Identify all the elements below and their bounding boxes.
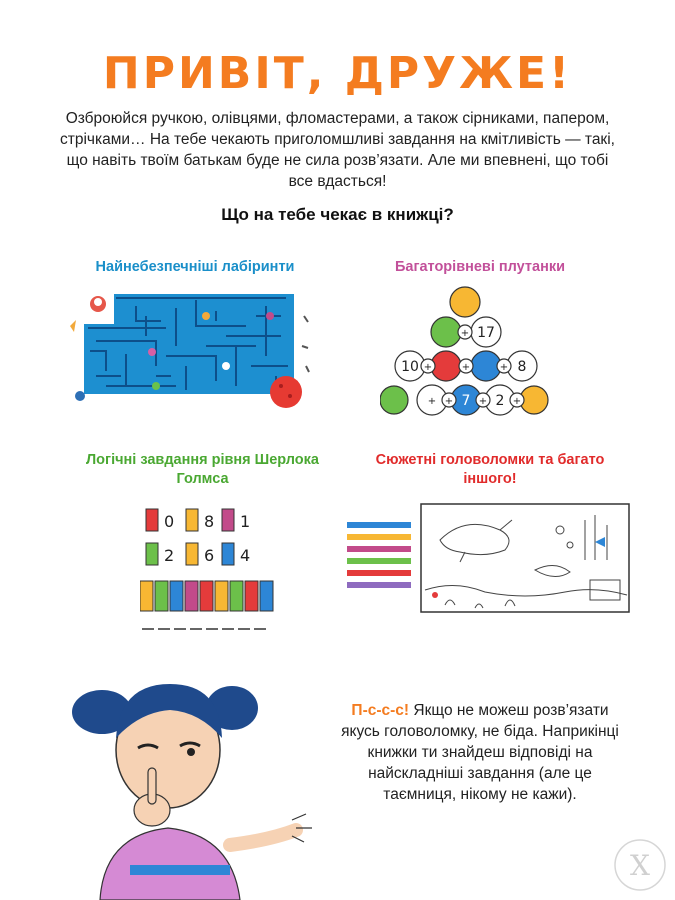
pyramid-label: 2 — [495, 393, 505, 409]
pyramid-label: + — [427, 396, 437, 407]
tip-text — [330, 700, 630, 805]
logic-digit: 4 — [240, 546, 251, 565]
pyramid-label: 10 — [401, 359, 419, 375]
section-title-mazes: Найнебезпечніші лабіринти — [95, 259, 295, 275]
tip-body: Якщо не можеш розв’язати якусь головоломку, не біда. Наприкінці книжки ти знайдеш відповіді на найскладніші завдання (але це таємниця, нікому не кажи). — [341, 702, 619, 803]
tip-lead: П-с-с-с! — [351, 702, 410, 719]
logic-digit: 8 — [204, 512, 215, 531]
logic-illustration — [140, 505, 275, 635]
pyramid-label: 8 — [517, 359, 527, 375]
logic-digit: 2 — [164, 546, 175, 565]
watermark-letter: X — [630, 849, 650, 882]
girl-illustration — [60, 660, 320, 900]
question-heading: Що на тебе чекає в книжці? — [221, 205, 454, 224]
pyramid-label: + — [460, 328, 470, 339]
page-title: ПРИВІТ, ДРУЖЕ! — [102, 48, 573, 99]
maze-illustration — [66, 286, 316, 416]
logic-digit: 0 — [164, 512, 175, 531]
pyramid-label: + — [512, 396, 522, 407]
story-illustration — [345, 500, 635, 615]
section-title-puzzles: Багаторівневі плутанки — [394, 259, 566, 275]
section-title-story: Сюжетні головоломки та багато іншого! — [375, 452, 605, 487]
pyramid-label: + — [478, 396, 488, 407]
intro-text: Озброюйся ручкою, олівцями, фломастерами, а також сірниками, папером, стрічками… На тебе чекають приголомшливі завдання на кмітливість — такі, що навіть твоїм батькам буде не сила розв’язати. Але ми впевнені, що тобі все вдасться! — [60, 110, 615, 190]
logic-digit: 6 — [204, 546, 215, 565]
logic-digit: 1 — [240, 512, 251, 531]
watermark-logo — [613, 838, 667, 892]
pyramid-label: 7 — [461, 393, 471, 409]
pyramid-label: 17 — [477, 325, 495, 341]
pyramid-label: + — [499, 362, 509, 373]
pyramid-label: + — [444, 396, 454, 407]
pyramid-illustration — [380, 286, 550, 418]
section-title-logic: Логічні завдання рівня Шерлока Голмса — [86, 452, 319, 487]
pyramid-label: + — [461, 362, 471, 373]
pyramid-label: + — [423, 362, 433, 373]
